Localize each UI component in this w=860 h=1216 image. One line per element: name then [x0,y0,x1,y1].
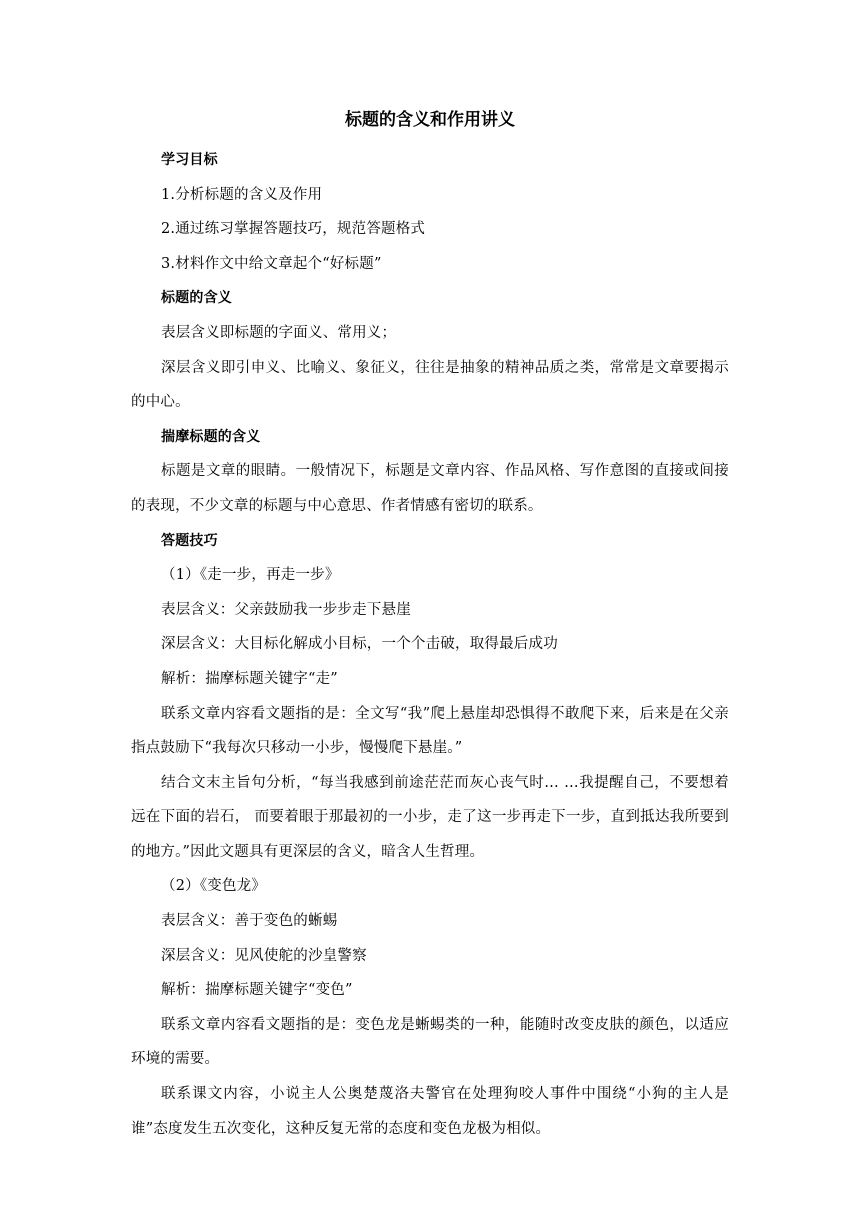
page-title: 标题的含义和作用讲义 [345,110,515,130]
example-title: （1）《走一步，再走一步》 [161,567,340,584]
paragraph: 联系课文内容，小说主人公奥楚蔑洛夫警官在处理狗咬人事件中围绕“小狗的主人是谁”态度发生五次变化，这种反复无常的态度和变色龙极为相似。 [131,1086,729,1137]
section-heading-analyze-title: 揣摩标题的含义 [161,428,261,445]
paragraph: 深层含义即引申义、比喻义、象征义，往往是抽象的精神品质之类，常常是文章要揭示的中心。 [131,359,729,411]
paragraph: 表层含义即标题的字面义、常用义； [161,324,397,341]
document-body [131,143,729,1146]
paragraph: 联系文章内容看文题指的是：变色龙是蜥蜴类的一种，能随时改变皮肤的颜色，以适应环境的需要。 [131,1016,729,1068]
paragraph: 表层含义：善于变色的蜥蜴 [161,913,338,930]
paragraph: 解析：揣摩标题关键字“走” [161,670,338,687]
paragraph: 标题是文章的眼睛。一般情况下，标题是文章内容、作品风格、写作意图的直接或间接的表现，不少文章的标题与中心意思、作者情感有密切的联系。 [131,463,729,514]
paragraph: 深层含义：大目标化解成小目标，一个个击破，取得最后成功 [161,636,558,653]
goal-item: 2.通过练习掌握答题技巧，规范答题格式 [161,221,426,238]
paragraph: 联系文章内容看文题指的是：全文写“我”爬上悬崖却恐惧得不敢爬下来，后来是在父亲指点鼓励下“我每次只移动一小步，慢慢爬下悬崖。” [131,705,729,757]
paragraph: 表层含义：父亲鼓励我一步步走下悬崖 [161,601,411,618]
section-heading-learning-goals: 学习目标 [161,152,218,168]
section-heading-answer-skills: 答题技巧 [161,532,218,549]
section-heading-title-meaning: 标题的含义 [161,290,232,307]
paragraph: 深层含义：见风使舵的沙皇警察 [161,947,367,964]
goal-item: 3.材料作文中给文章起个“好标题” [161,255,382,272]
example-title: （2）《变色龙》 [161,878,267,895]
paragraph: 解析：揣摩标题关键字“变色” [161,982,353,999]
paragraph: 结合文末主旨句分析，“每当我感到前途茫茫而灰心丧气时… …我提醒自己，不要想着远在下面的岩石， 而要着眼于那最初的一小步，走了这一步再走下一步，直到抵达我所要到的地方。”因此文题具有更深层的含义，暗含人生哲理。 [131,774,729,860]
goal-item: 1.分析标题的含义及作用 [161,186,323,203]
